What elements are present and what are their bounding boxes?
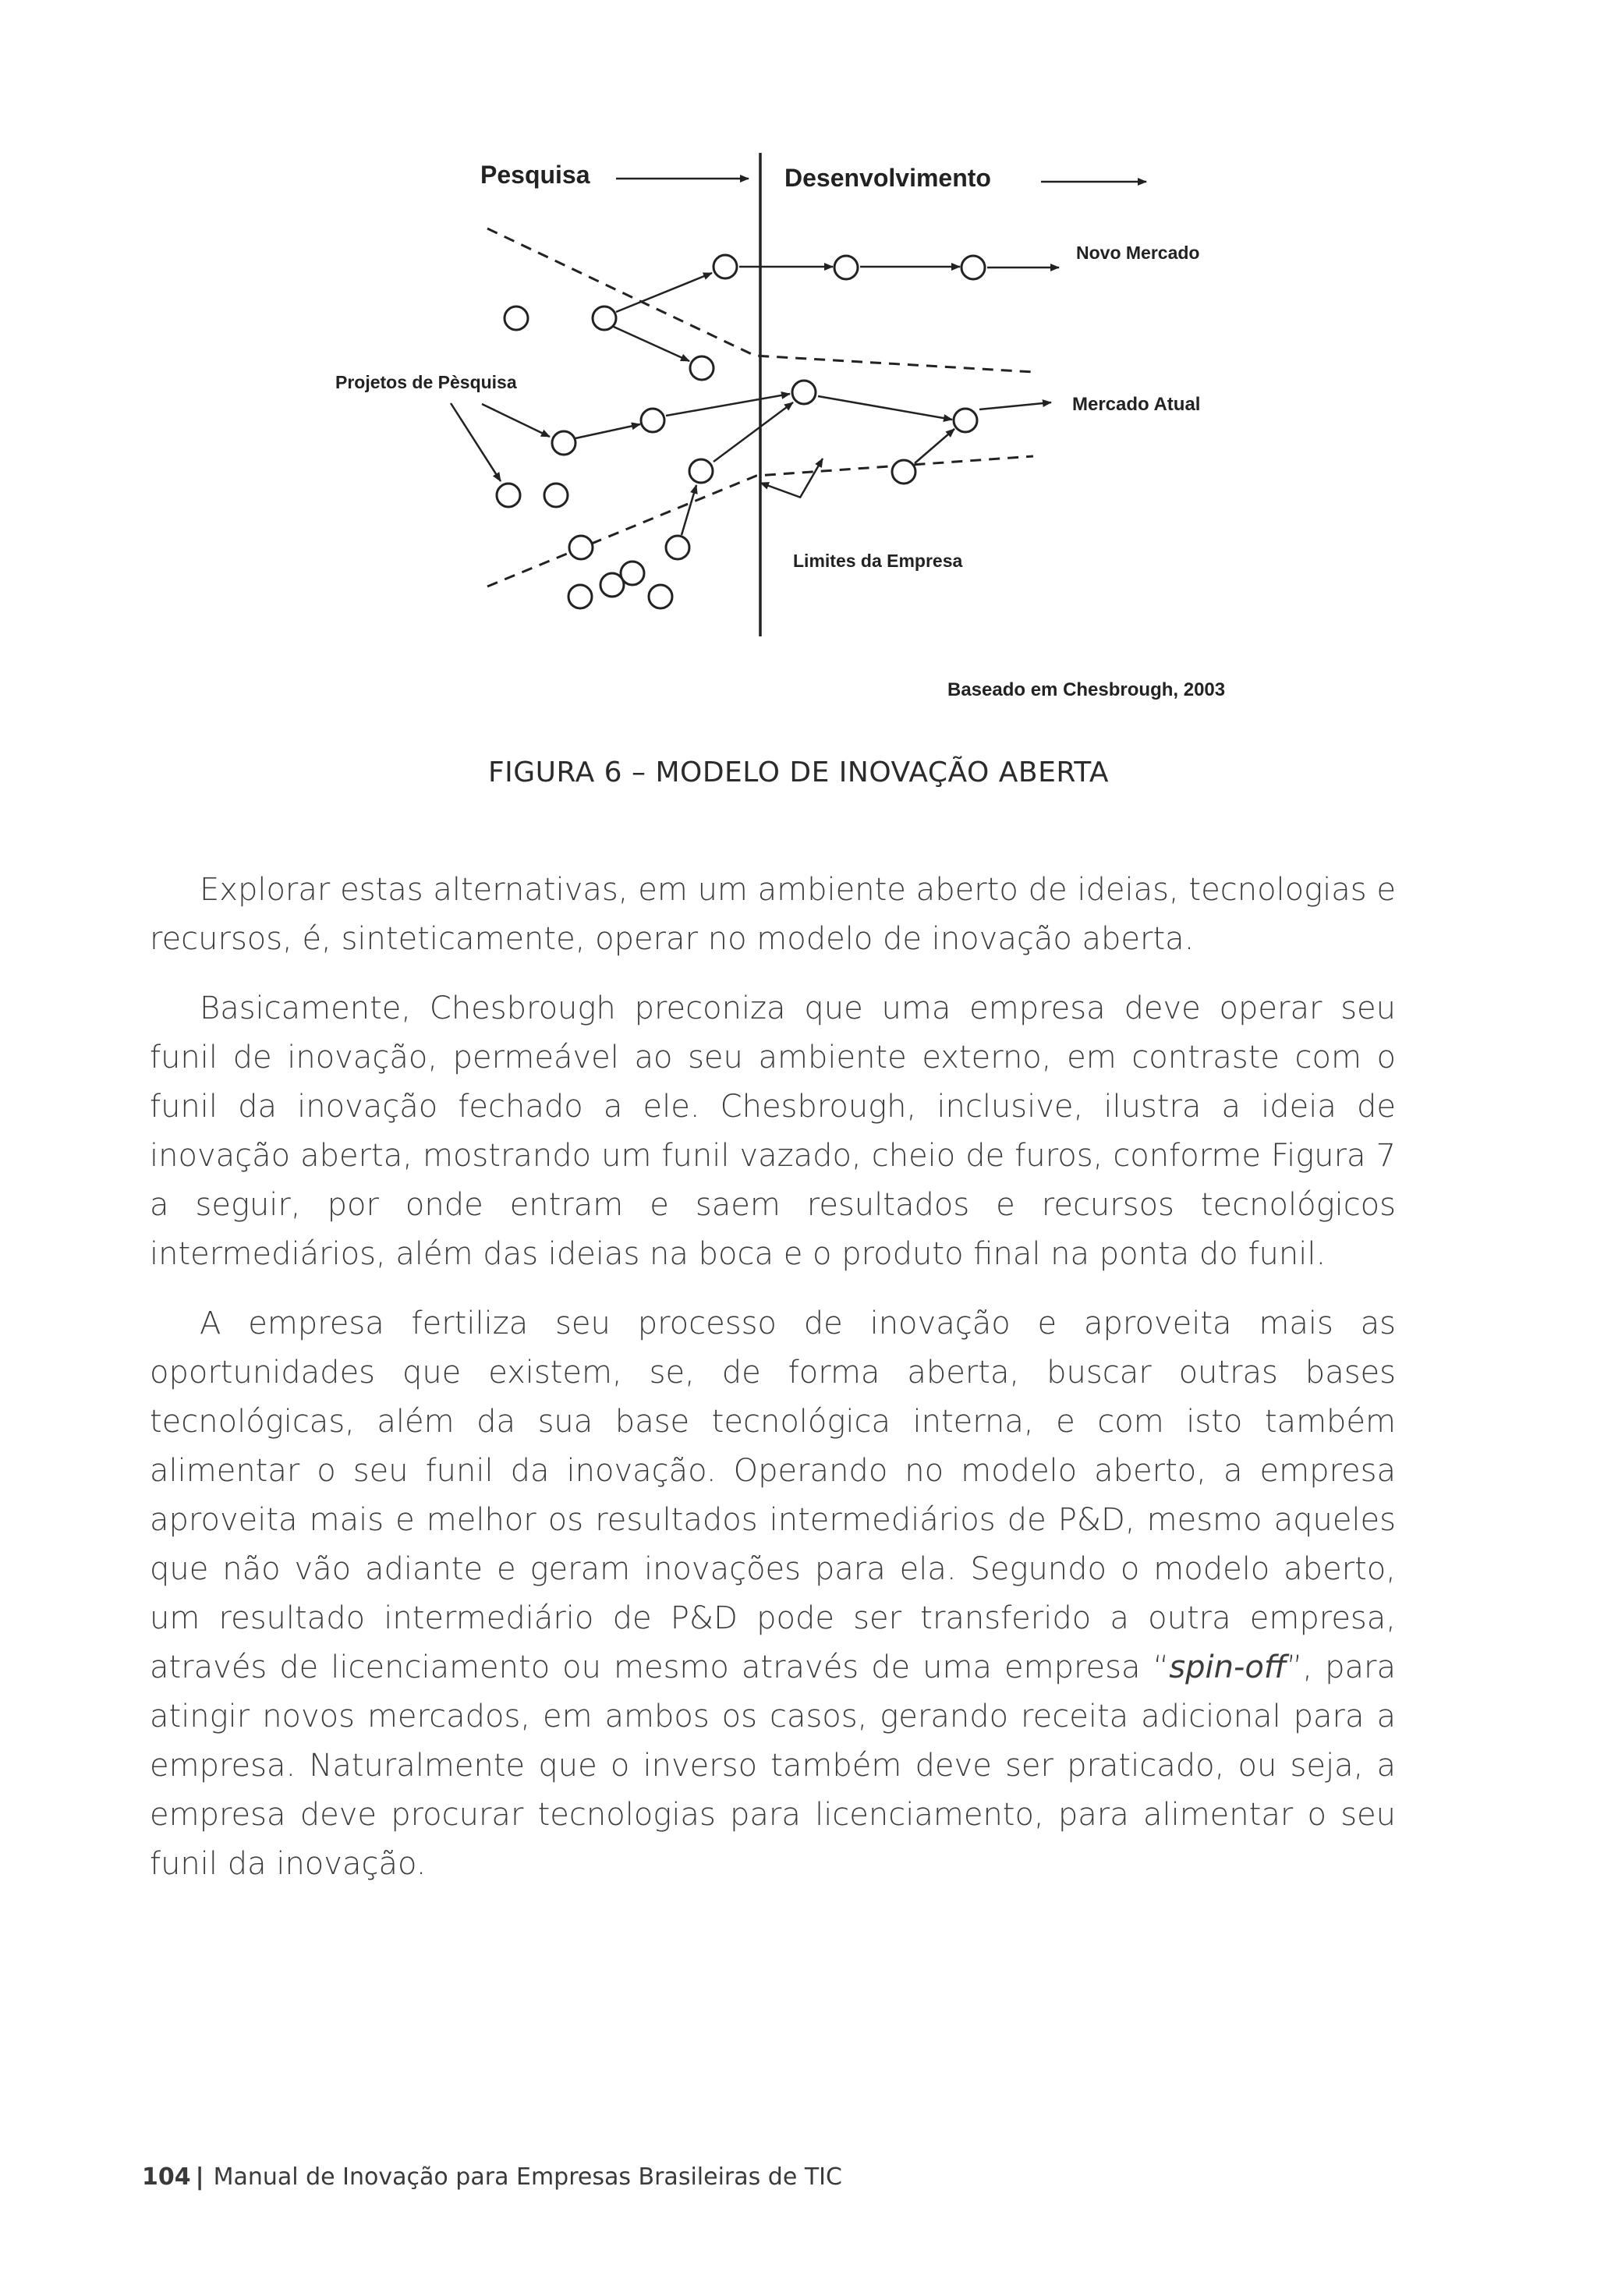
open-innovation-diagram bbox=[312, 140, 1279, 718]
flow-arrow bbox=[482, 404, 550, 437]
project-circle bbox=[600, 573, 624, 597]
project-circle bbox=[569, 536, 593, 559]
project-circle bbox=[593, 306, 616, 330]
paragraph-3 bbox=[150, 1299, 1396, 1889]
body-text bbox=[150, 866, 1396, 1909]
flow-arrow bbox=[800, 459, 823, 498]
project-circle bbox=[892, 460, 915, 484]
figure-caption: FIGURA 6 – MODELO DE INOVAÇÃO ABERTA bbox=[487, 756, 1110, 788]
project-circle bbox=[954, 409, 977, 432]
paragraph-1: Explorar estas alternativas, em um ambiente aberto de ideias, tecnologias e recursos, é, sinteticamente, operar no modelo de inovação aberta. bbox=[150, 872, 1396, 957]
project-circle bbox=[714, 255, 737, 278]
label-limites-da-empresa: Limites da Empresa bbox=[793, 551, 963, 571]
figure-credit: Baseado em Chesbrough, 2003 bbox=[947, 679, 1226, 700]
paragraph-3-part-2: ”, para atingir novos mercados, em ambos os casos, gerando receita adicional para a empresa. Naturalmente que o inverso também deve ser praticado, ou seja, a empresa deve procurar tecnologias para licenciamento, para alimentar o seu funil da inovação. bbox=[150, 1649, 1397, 1882]
project-circle bbox=[641, 409, 664, 432]
label-desenvolvimento: Desenvolvimento bbox=[784, 164, 991, 192]
label-novo-mercado: Novo Mercado bbox=[1076, 243, 1200, 263]
project-circle bbox=[689, 459, 713, 483]
flow-arrow bbox=[682, 485, 696, 535]
footer-separator: | bbox=[195, 2163, 204, 2191]
project-circle bbox=[961, 256, 985, 279]
page-number: 104 bbox=[142, 2163, 191, 2191]
flow-arrow bbox=[818, 396, 952, 420]
flow-arrows bbox=[451, 267, 1059, 535]
label-pesquisa: Pesquisa bbox=[480, 161, 590, 189]
project-circle bbox=[792, 381, 816, 404]
project-circle bbox=[568, 585, 592, 608]
flow-arrow bbox=[451, 403, 501, 481]
spin-off-term: spin-off bbox=[1169, 1649, 1287, 1685]
flow-arrow bbox=[575, 424, 640, 438]
page-footer bbox=[142, 2163, 842, 2191]
flow-arrow bbox=[714, 402, 793, 462]
project-circle bbox=[505, 306, 528, 330]
flow-arrow bbox=[915, 429, 954, 463]
label-mercado-atual: Mercado Atual bbox=[1072, 394, 1201, 415]
project-circle bbox=[834, 256, 858, 279]
project-circle bbox=[649, 585, 672, 608]
flow-arrow bbox=[666, 394, 790, 416]
project-circle bbox=[666, 536, 689, 559]
flow-arrow bbox=[616, 273, 712, 312]
book-title: Manual de Inovação para Empresas Brasileiras de TIC bbox=[213, 2163, 842, 2191]
project-circle bbox=[544, 484, 568, 507]
project-circle bbox=[690, 356, 714, 380]
project-circle bbox=[497, 484, 520, 507]
paragraph-3-part-1: A empresa fertiliza seu processo de inovação e aproveita mais as oportunidades que existem, se, de forma aberta, buscar outras bases tecnológicas, além da sua base tecnológica interna, e com isto também alimentar o seu funil da inovação. Operando no modelo aberto, a empresa aproveita mais e melhor os resultados intermediários de P&D, mesmo aqueles que não vão adiante e geram inovações para ela. Segundo o modelo aberto, um resultado intermediário de P&D pode ser transferido a outra empresa, através de licenciamento ou mesmo através de uma empresa “ bbox=[150, 1306, 1396, 1685]
flow-arrow bbox=[979, 402, 1051, 409]
paragraph-2: Basicamente, Chesbrough preconiza que uma empresa deve operar seu funil de inovação, permeável ao seu ambiente externo, em contraste com o funil da inovação fechado a ele. Chesbrough, inclusive, ilustra a ideia de inovação aberta, mostrando um funil vazado, cheio de furos, conforme Figura 7 a seguir, por onde entram e saem resultados e recursos tecnológicos intermediários, além das ideias na boca e o produto final na ponta do funil. bbox=[150, 990, 1396, 1272]
label-projetos-de-pesquisa: Projetos de Pèsquisa bbox=[335, 372, 517, 392]
flow-arrow bbox=[614, 327, 689, 361]
project-circle bbox=[552, 431, 575, 455]
flow-arrow bbox=[760, 483, 801, 498]
